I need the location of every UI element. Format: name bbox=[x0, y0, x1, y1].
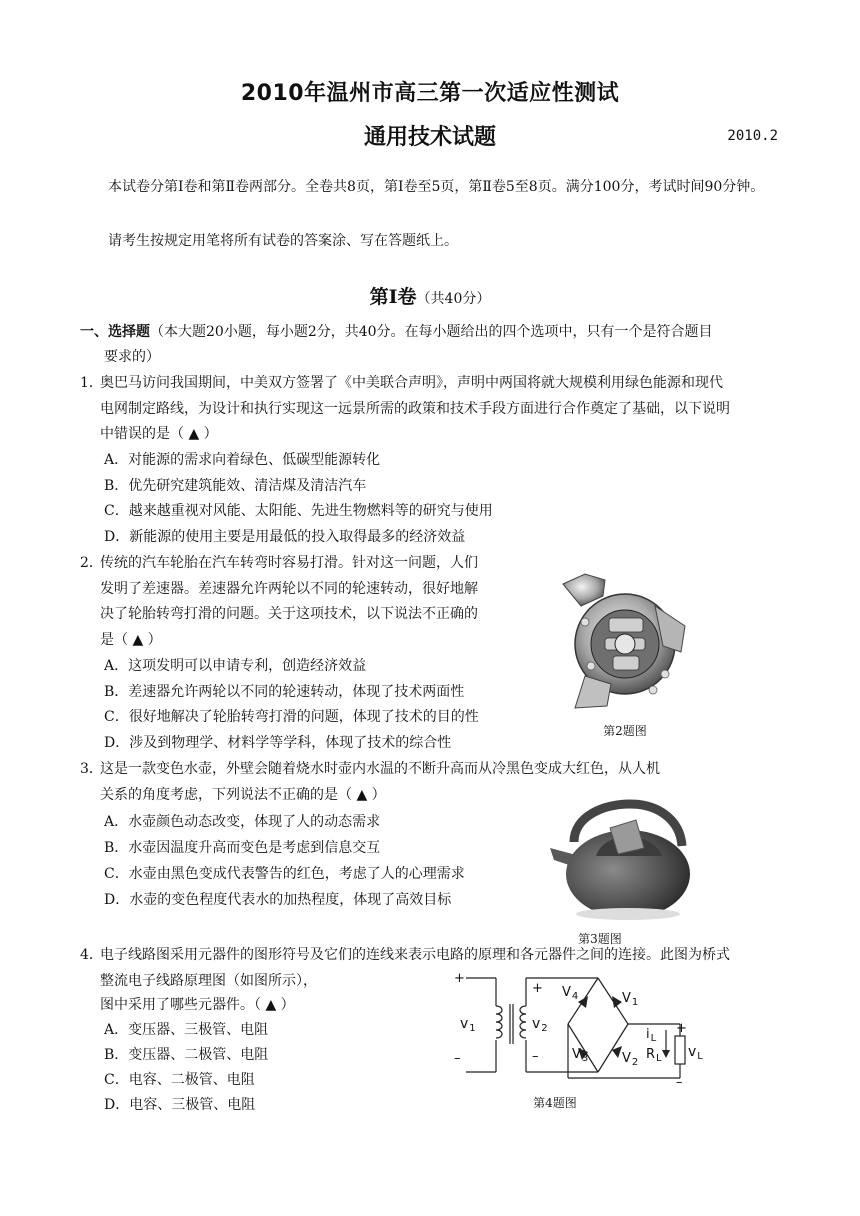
question-text: 整流电子线路原理图（如图所示）， bbox=[100, 973, 317, 989]
section-title-text: 第Ⅰ卷 bbox=[369, 286, 417, 308]
option-c: C．水壶由黑色变成代表警告的红色，考虑了人的心理需求 bbox=[104, 866, 465, 882]
question-text: 这是一款变色水壶，外壁会随着烧水时壶内水温的不断升高而从冷黑色变成大红色，从人机 bbox=[100, 761, 660, 777]
option-d: D．涉及到物理学、材料学等学科，体现了技术的综合性 bbox=[104, 735, 452, 751]
section-score: （共40分） bbox=[416, 291, 491, 307]
page-subtitle: 通用技术试题 bbox=[363, 125, 496, 150]
part1-desc: （本大题20小题，每小题2分，共40分。在每小题给出的四个选项中，只有一个是符合题目 bbox=[150, 324, 713, 340]
section-title bbox=[0, 282, 860, 309]
question-number: 1． bbox=[80, 375, 103, 391]
question-text: 决了轮胎转弯打滑的问题。关于这项技术，以下说法不正确的 bbox=[100, 606, 478, 622]
question-text: 发明了差速器。差速器允许两轮以不同的轮速转动，很好地解 bbox=[100, 581, 478, 597]
load-voltage-label: $v_L$ bbox=[688, 1044, 703, 1062]
intro-paragraph: 本试卷分第Ⅰ卷和第Ⅱ卷两部分。全卷共8页，第Ⅰ卷至5页，第Ⅱ卷5至8页。满分100分，考试时间90分钟。 bbox=[108, 179, 765, 195]
question-text: 电网制定路线，为设计和执行实现这一远景所需的政策和技术手段方面进行合作奠定了基础，以下说明 bbox=[100, 401, 730, 417]
question-text: 关系的角度考虑，下列说法不正确的是（ ▲ ） bbox=[100, 787, 386, 803]
diode-v1-label: $V_1$ bbox=[622, 991, 639, 1008]
option-d: D．新能源的使用主要是用最低的投入取得最多的经济效益 bbox=[104, 529, 466, 545]
question-text: 图中采用了哪些元器件。（ ▲ ） bbox=[100, 997, 295, 1013]
bridge-rectifier-circuit bbox=[450, 966, 710, 1088]
figure-caption: 第4题图 bbox=[533, 1096, 577, 1110]
option-a: A．对能源的需求向着绿色、低碳型能源转化 bbox=[104, 452, 381, 468]
question-text: 中错误的是（ ▲ ） bbox=[100, 426, 218, 442]
diode-v2-label: $V_2$ bbox=[622, 1051, 639, 1068]
option-b: B．水壶因温度升高而变色是考虑到信息交互 bbox=[104, 840, 381, 856]
load-current-label: $i_L$ bbox=[646, 1027, 657, 1044]
question-number: 2． bbox=[80, 555, 103, 571]
exam-date: 2010.2 bbox=[727, 128, 778, 144]
figure-caption: 第2题图 bbox=[603, 724, 647, 738]
secondary-voltage-label: $v_2$ bbox=[532, 1016, 548, 1034]
option-d: D．电容、三极管、电阻 bbox=[104, 1097, 256, 1113]
load-resistor-label: $R_L$ bbox=[646, 1047, 662, 1064]
primary-minus-label: – bbox=[454, 1051, 461, 1066]
kettle-image bbox=[544, 798, 690, 922]
figure-caption: 第3题图 bbox=[578, 932, 622, 946]
part1-desc-continued: 要求的） bbox=[104, 349, 160, 365]
option-b: B．优先研究建筑能效、清洁煤及清洁汽车 bbox=[104, 478, 367, 494]
question-text: 电子线路图采用元器件的图形符号及它们的连线来表示电路的原理和各元器件之间的连接。此图为桥式 bbox=[100, 947, 730, 963]
differential-gear-image bbox=[545, 566, 695, 716]
question-text: 是（ ▲ ） bbox=[100, 632, 162, 648]
primary-voltage-label: $v_1$ bbox=[460, 1016, 476, 1034]
option-b: B．差速器允许两轮以不同的轮速转动，体现了技术两面性 bbox=[104, 684, 465, 700]
option-b: B．变压器、二极管、电阻 bbox=[104, 1047, 269, 1063]
option-d: D．水壶的变色程度代表水的加热程度，体现了高效目标 bbox=[104, 892, 452, 908]
diode-v4-label: $V_4$ bbox=[562, 985, 579, 1002]
question-number: 3． bbox=[80, 761, 103, 777]
question-text: 奥巴马访问我国期间，中美双方签署了《中美联合声明》，声明中两国将就大规模利用绿色能源和现代 bbox=[100, 375, 723, 391]
load-plus-label: + bbox=[676, 1021, 687, 1036]
load-minus-label: – bbox=[676, 1075, 683, 1088]
intro-instruction: 请考生按规定用笔将所有试卷的答案涂、写在答题纸上。 bbox=[108, 233, 458, 249]
option-c: C．很好地解决了轮胎转弯打滑的问题，体现了技术的目的性 bbox=[104, 709, 479, 725]
primary-plus-label: + bbox=[454, 971, 465, 986]
question-number: 4． bbox=[80, 947, 103, 963]
question-text: 传统的汽车轮胎在汽车转弯时容易打滑。针对这一问题，人们 bbox=[100, 555, 478, 571]
secondary-minus-label: – bbox=[532, 1049, 539, 1064]
option-a: A．水壶颜色动态改变，体现了人的动态需求 bbox=[104, 814, 381, 830]
option-c: C．电容、二极管、电阻 bbox=[104, 1072, 255, 1088]
page-title: 2010年温州市高三第一次适应性测试 bbox=[240, 81, 620, 106]
diode-v3-label: $V_3$ bbox=[572, 1047, 589, 1064]
part1-heading bbox=[80, 320, 800, 346]
option-a: A．变压器、三极管、电阻 bbox=[104, 1022, 269, 1038]
option-a: A．这项发明可以申请专利，创造经济效益 bbox=[104, 658, 367, 674]
part1-lead: 一、选择题 bbox=[80, 324, 150, 340]
option-c: C．越来越重视对风能、太阳能、先进生物燃料等的研究与使用 bbox=[104, 503, 493, 519]
secondary-plus-label: + bbox=[532, 981, 543, 996]
